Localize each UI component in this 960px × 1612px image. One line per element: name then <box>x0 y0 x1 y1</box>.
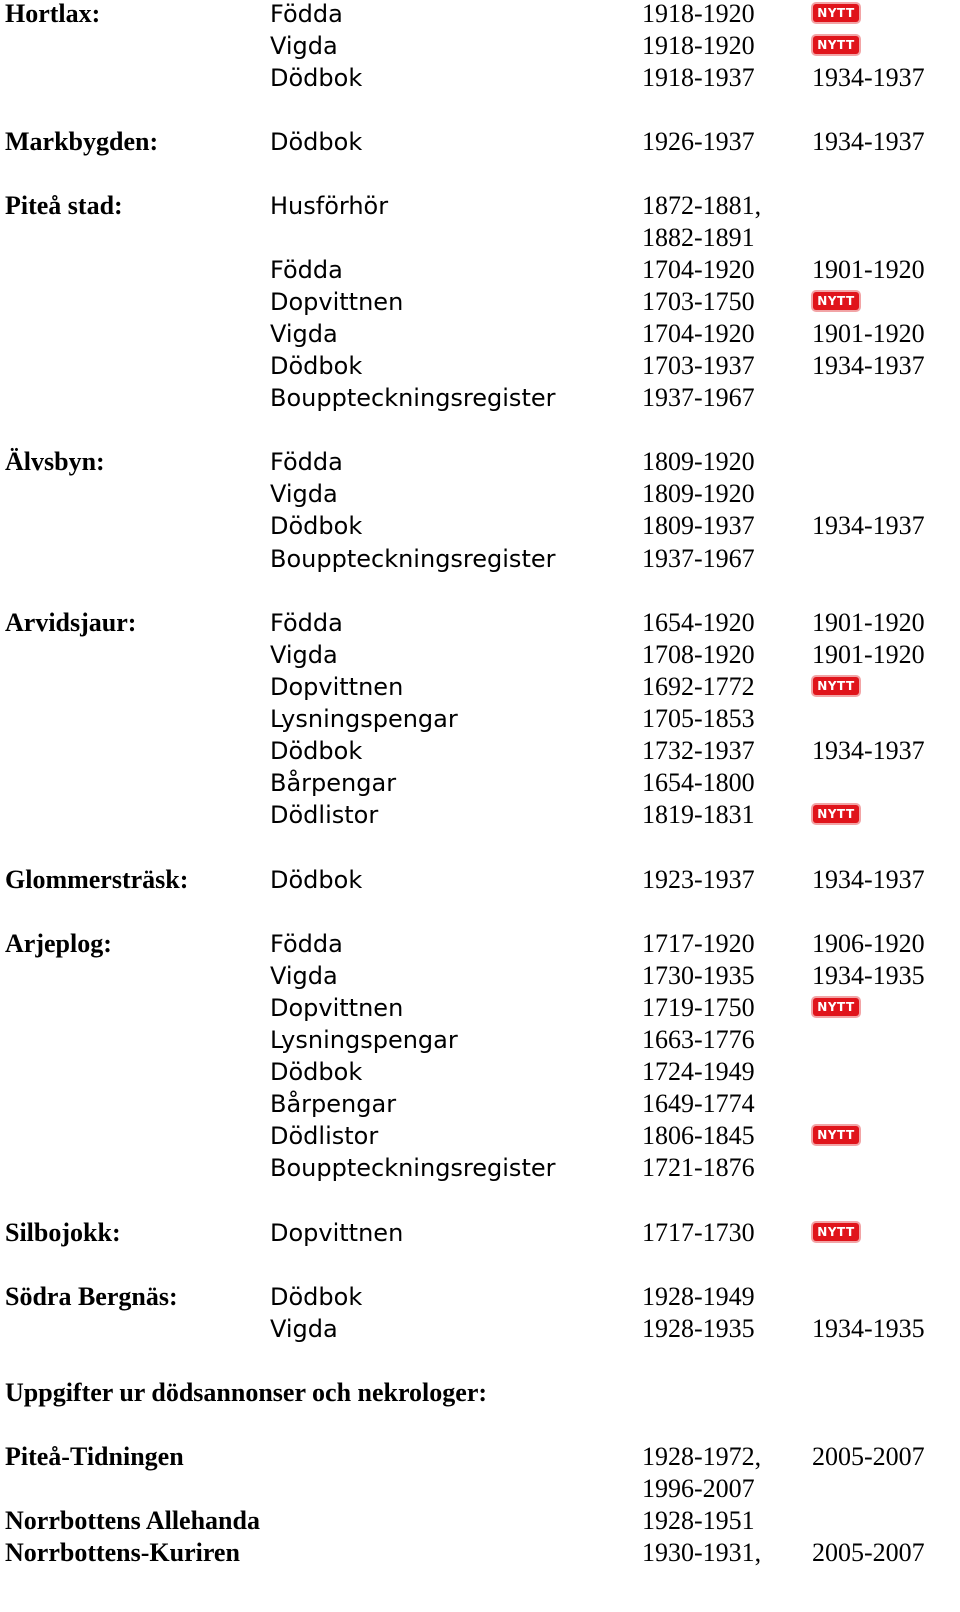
place-label: Piteå stad: <box>5 191 123 220</box>
record-row <box>0 1281 960 1313</box>
digitized-year-range: 1906-1920 <box>812 929 925 958</box>
digitized-year-range: 1934-1937 <box>812 127 925 156</box>
place-label: Arvidsjaur: <box>5 608 137 637</box>
record-type: Dödbok <box>270 1283 363 1311</box>
record-type: Födda <box>270 448 343 476</box>
record-row <box>0 286 960 318</box>
record-type: Vigda <box>270 641 338 669</box>
year-range: 1717-1730 <box>642 1218 755 1247</box>
year-range: 1809-1937 <box>642 511 755 540</box>
record-row <box>0 1441 960 1473</box>
year-range: 1928-1951 <box>642 1506 755 1535</box>
record-row <box>0 992 960 1024</box>
record-type: Födda <box>270 930 343 958</box>
year-range: 1732-1937 <box>642 736 755 765</box>
new-badge: NYTT <box>813 805 859 823</box>
record-row <box>0 510 960 542</box>
year-range: 1996-2007 <box>642 1474 755 1503</box>
place-label: Silbojokk: <box>5 1218 121 1247</box>
record-row <box>0 254 960 286</box>
record-type: Dödlistor <box>270 801 379 829</box>
year-range: 1717-1920 <box>642 929 755 958</box>
record-row <box>0 1024 960 1056</box>
place-label: Arjeplog: <box>5 929 112 958</box>
new-badge: NYTT <box>813 677 859 695</box>
record-row <box>0 1313 960 1345</box>
record-row <box>0 960 960 992</box>
record-type: Födda <box>270 0 343 28</box>
record-type: Vigda <box>270 1315 338 1343</box>
new-badge: NYTT <box>813 998 859 1016</box>
digitized-year-range: 1934-1937 <box>812 511 925 540</box>
record-type: Dödbok <box>270 64 363 92</box>
record-row <box>0 350 960 382</box>
year-range: 1882-1891 <box>642 223 755 252</box>
new-badge: NYTT <box>813 4 859 22</box>
place-label: Södra Bergnäs: <box>5 1282 178 1311</box>
record-row <box>0 318 960 350</box>
place-label: Hortlax: <box>5 0 101 28</box>
record-row <box>0 126 960 158</box>
year-range: 1708-1920 <box>642 640 755 669</box>
record-type: Vigda <box>270 962 338 990</box>
record-row <box>0 639 960 671</box>
digitized-year-range: 2005-2007 <box>812 1538 925 1567</box>
place-label: Norrbottens Allehanda <box>5 1506 260 1535</box>
place-label: Älvsbyn: <box>5 447 105 476</box>
new-badge: NYTT <box>813 36 859 54</box>
record-type: Dopvittnen <box>270 1219 404 1247</box>
record-row <box>0 1152 960 1184</box>
record-row <box>0 1505 960 1537</box>
new-badge: NYTT <box>813 1223 859 1241</box>
record-row <box>0 0 960 30</box>
record-row <box>0 735 960 767</box>
year-range: 1721-1876 <box>642 1153 755 1182</box>
record-row <box>0 478 960 510</box>
record-type: Dödbok <box>270 352 363 380</box>
record-row <box>0 703 960 735</box>
year-range: 1724-1949 <box>642 1057 755 1086</box>
year-range: 1918-1920 <box>642 0 755 28</box>
year-range: 1705-1853 <box>642 704 755 733</box>
year-range: 1930-1931, <box>642 1538 762 1567</box>
record-type: Vigda <box>270 480 338 508</box>
record-row <box>0 799 960 831</box>
record-type: Dödbok <box>270 866 363 894</box>
digitized-year-range: 1934-1937 <box>812 736 925 765</box>
year-range: 1654-1920 <box>642 608 755 637</box>
record-type: Bouppteckningsregister <box>270 1154 556 1182</box>
record-type: Födda <box>270 609 343 637</box>
record-type: Bouppteckningsregister <box>270 545 556 573</box>
year-range: 1704-1920 <box>642 319 755 348</box>
year-range: 1730-1935 <box>642 961 755 990</box>
year-range: 1703-1937 <box>642 351 755 380</box>
record-row <box>0 190 960 222</box>
record-row <box>0 1088 960 1120</box>
year-range: 1937-1967 <box>642 383 755 412</box>
year-range: 1819-1831 <box>642 800 755 829</box>
record-row <box>0 1377 960 1409</box>
record-type: Lysningspengar <box>270 705 458 733</box>
year-range: 1654-1800 <box>642 768 755 797</box>
record-type: Lysningspengar <box>270 1026 458 1054</box>
digitized-year-range: 1934-1935 <box>812 961 925 990</box>
place-label: Markbygden: <box>5 127 159 156</box>
record-row <box>0 543 960 575</box>
new-badge: NYTT <box>813 292 859 310</box>
record-type: Bårpengar <box>270 769 397 797</box>
record-row <box>0 671 960 703</box>
year-range: 1806-1845 <box>642 1121 755 1150</box>
year-range: 1928-1949 <box>642 1282 755 1311</box>
year-range: 1872-1881, <box>642 191 762 220</box>
digitized-year-range: 1901-1920 <box>812 608 925 637</box>
year-range: 1923-1937 <box>642 865 755 894</box>
record-row <box>0 1217 960 1249</box>
new-badge: NYTT <box>813 1126 859 1144</box>
year-range: 1926-1937 <box>642 127 755 156</box>
record-row <box>0 1056 960 1088</box>
record-row <box>0 62 960 94</box>
place-label: Glommersträsk: <box>5 865 189 894</box>
year-range: 1704-1920 <box>642 255 755 284</box>
year-range: 1937-1967 <box>642 544 755 573</box>
place-label: Uppgifter ur dödsannonser och nekrologer: <box>5 1378 488 1407</box>
digitized-year-range: 1901-1920 <box>812 319 925 348</box>
record-type: Födda <box>270 256 343 284</box>
digitized-year-range: 1934-1937 <box>812 351 925 380</box>
year-range: 1928-1935 <box>642 1314 755 1343</box>
record-row <box>0 607 960 639</box>
record-type: Bouppteckningsregister <box>270 384 556 412</box>
digitized-year-range: 1934-1937 <box>812 63 925 92</box>
year-range: 1663-1776 <box>642 1025 755 1054</box>
record-type: Dödbok <box>270 737 363 765</box>
record-type: Bårpengar <box>270 1090 397 1118</box>
record-row <box>0 222 960 254</box>
record-type: Dopvittnen <box>270 994 404 1022</box>
year-range: 1719-1750 <box>642 993 755 1022</box>
record-type: Husförhör <box>270 192 389 220</box>
record-row <box>0 1537 960 1569</box>
digitized-year-range: 2005-2007 <box>812 1442 925 1471</box>
year-range: 1918-1920 <box>642 31 755 60</box>
record-type: Dopvittnen <box>270 673 404 701</box>
record-row <box>0 767 960 799</box>
record-type: Dopvittnen <box>270 288 404 316</box>
record-type: Dödbok <box>270 512 363 540</box>
record-type: Dödbok <box>270 128 363 156</box>
year-range: 1703-1750 <box>642 287 755 316</box>
record-row <box>0 864 960 896</box>
digitized-year-range: 1901-1920 <box>812 640 925 669</box>
record-row <box>0 30 960 62</box>
record-row <box>0 446 960 478</box>
year-range: 1809-1920 <box>642 447 755 476</box>
record-type: Dödlistor <box>270 1122 379 1150</box>
record-row <box>0 382 960 414</box>
digitized-year-range: 1934-1937 <box>812 865 925 894</box>
record-type: Vigda <box>270 32 338 60</box>
record-row <box>0 928 960 960</box>
year-range: 1918-1937 <box>642 63 755 92</box>
record-type: Vigda <box>270 320 338 348</box>
year-range: 1649-1774 <box>642 1089 755 1118</box>
year-range: 1928-1972, <box>642 1442 762 1471</box>
place-label: Norrbottens-Kuriren <box>5 1538 240 1567</box>
digitized-year-range: 1901-1920 <box>812 255 925 284</box>
year-range: 1692-1772 <box>642 672 755 701</box>
record-row <box>0 1473 960 1505</box>
record-row <box>0 1120 960 1152</box>
place-label: Piteå-Tidningen <box>5 1442 184 1471</box>
record-type: Dödbok <box>270 1058 363 1086</box>
year-range: 1809-1920 <box>642 479 755 508</box>
digitized-year-range: 1934-1935 <box>812 1314 925 1343</box>
